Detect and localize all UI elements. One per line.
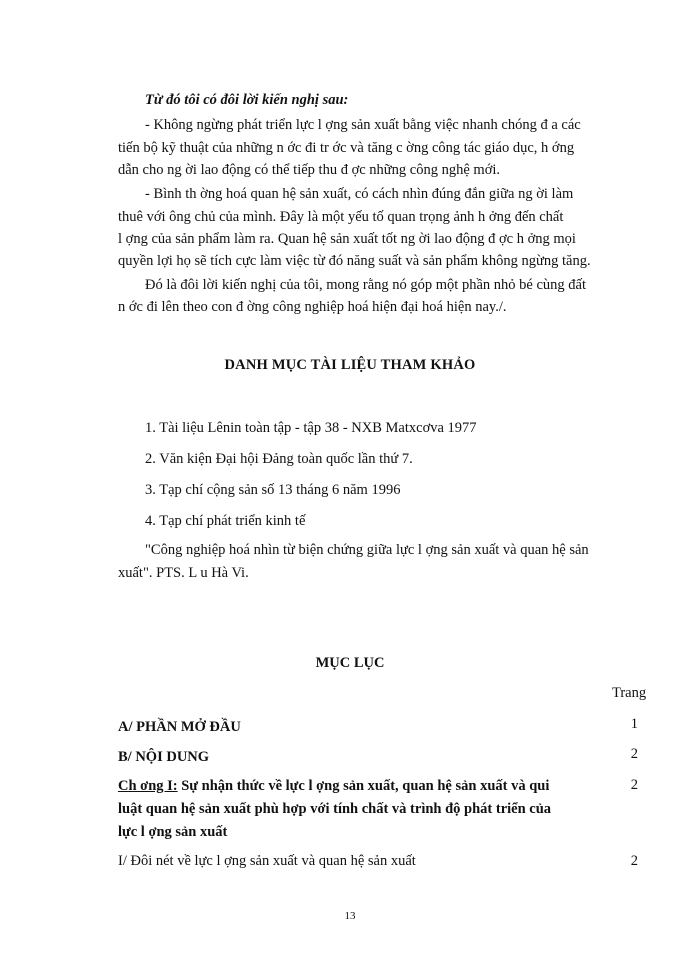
page-number: 13 <box>344 910 356 922</box>
reference-item-4: 4. Tạp chí phát triển kinh tế <box>145 513 306 529</box>
toc-title: MỤC LỤC <box>315 655 385 671</box>
toc-entry-a: A/ PHẦN MỞ ĐẦU <box>118 719 241 735</box>
toc-entry-a-page: 1 <box>630 716 638 732</box>
intro-p2-line-2: thuê với ông chủ của mình. Đây là một yếu tố quan trọng ảnh h ởng đến chất <box>118 209 564 225</box>
toc-page-header: Trang <box>612 685 647 701</box>
reference-item-1: 1. Tài liệu Lênin toàn tập - tập 38 - NXB Matxcơva 1977 <box>145 420 477 436</box>
toc-entry-section-1-page: 2 <box>630 853 638 869</box>
reference-item-2: 2. Văn kiện Đại hội Đảng toàn quốc lần thứ 7. <box>145 451 413 467</box>
intro-p1-line-2: tiến bộ kỹ thuật của những n ớc đi tr ớc và tăng c ờng công tác giáo dục, h ớng <box>118 140 575 156</box>
toc-entry-chapter-1-line-1 <box>118 778 549 795</box>
intro-p2-line-4: quyền lợi họ sẽ tích cực làm việc từ đó năng suất và sản phẩm không ngừng tăng. <box>118 253 591 269</box>
toc-chapter-title-1: Sự nhận thức về lực l ợng sản xuất, quan hệ sản xuất và qui <box>177 778 550 794</box>
intro-p1-line-3: dẫn cho ng ời lao động có thể tiếp thu đ ợc những công nghệ mới. <box>118 162 501 178</box>
intro-p2-line-1: - Bình th ờng hoá quan hệ sản xuất, có cách nhìn đúng đắn giữa ng ời làm <box>145 186 574 202</box>
intro-heading: Từ đó tôi có đôi lời kiến nghị sau: <box>145 92 349 108</box>
intro-p2-line-3: l ợng của sản phẩm làm ra. Quan hệ sản xuất tốt ng ời lao động đ ợc h ởng mọi <box>118 231 576 247</box>
references-title: DANH MỤC TÀI LIỆU THAM KHẢO <box>224 357 476 373</box>
toc-entry-section-1: I/ Đôi nét về lực l ợng sản xuất và quan hệ sản xuất <box>118 853 416 869</box>
intro-p1-line-1: - Không ngừng phát triển lực l ợng sản xuất bằng việc nhanh chóng đ a các <box>145 117 581 133</box>
toc-entry-b: B/ NỘI DUNG <box>118 749 210 765</box>
toc-chapter-prefix: Ch ơng I: <box>118 778 178 794</box>
toc-entry-b-page: 2 <box>630 746 638 762</box>
intro-p3-line-1: Đó là đôi lời kiến nghị của tôi, mong rằng nó góp một phần nhỏ bé cùng đất <box>145 277 586 293</box>
toc-entry-chapter-1-line-3: lực l ợng sản xuất <box>118 824 228 840</box>
toc-entry-chapter-1-page: 2 <box>630 777 638 793</box>
reference-quote-line-2: xuất". PTS. L u Hà Vi. <box>118 565 249 581</box>
toc-entry-chapter-1-line-2: luật quan hệ sản xuất phù hợp với tính chất và trình độ phát triển của <box>118 801 552 817</box>
intro-p3-line-2: n ớc đi lên theo con đ ờng công nghiệp hoá hiện đại hoá hiện nay./. <box>118 299 507 315</box>
reference-item-3: 3. Tạp chí cộng sản số 13 tháng 6 năm 1996 <box>145 482 401 498</box>
reference-quote-line-1: "Công nghiệp hoá nhìn từ biện chứng giữa lực l ợng sản xuất và quan hệ sản <box>145 542 589 558</box>
